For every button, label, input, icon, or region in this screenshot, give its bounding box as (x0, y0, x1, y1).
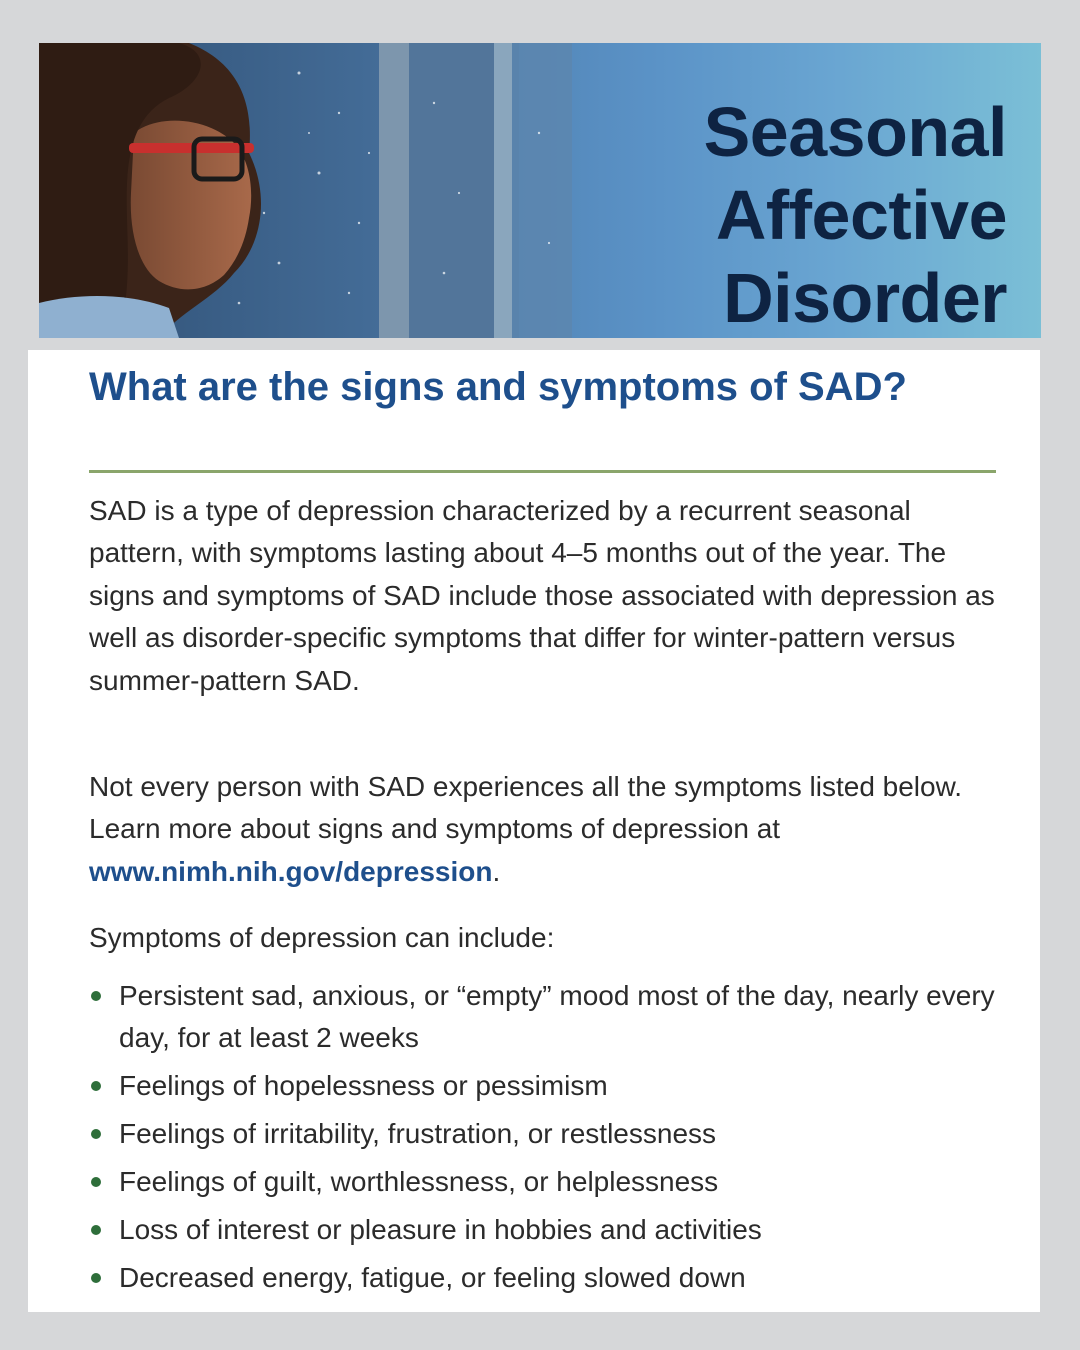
bullet-icon (91, 1273, 101, 1283)
list-item (89, 1113, 1019, 1155)
depression-link[interactable]: www.nimh.nih.gov/depression (89, 855, 493, 887)
banner-title-line: Seasonal (703, 93, 1007, 171)
bullet-icon (91, 1225, 101, 1235)
banner-title-line: Disorder (723, 259, 1007, 337)
list-item (89, 1065, 1019, 1107)
section-heading: What are the signs and symptoms of SAD? (89, 365, 907, 409)
symptom-list (89, 975, 1019, 1305)
symptom-text: Decreased energy, fatigue, or feeling slowed down (119, 1262, 746, 1294)
list-item (89, 975, 1019, 1060)
list-item (89, 1257, 1019, 1299)
intro-paragraph: SAD is a type of depression characterized by a recurrent seasonal pattern, with symptoms lasting about 4–5 months out of the year. The signs and symptoms of SAD include those associated with depression as well as disorder-specific symptoms that differ for winter-pattern versus summer-pattern SAD. (89, 495, 995, 696)
symptom-text: Persistent sad, anxious, or “empty” mood most of the day, nearly every day, for at least 2 weeks (119, 980, 995, 1054)
content-card (28, 350, 1040, 1312)
banner-title (704, 91, 1007, 338)
list-intro: Symptoms of depression can include: (89, 922, 555, 953)
bullet-icon (91, 1081, 101, 1091)
symptom-text: Feelings of hopelessness or pessimism (119, 1070, 608, 1102)
banner-title-line: Affective (715, 176, 1007, 254)
note-text: Not every person with SAD experiences all the symptoms listed below. Learn more about signs and symptoms of depression at (89, 771, 963, 845)
bullet-icon (91, 1129, 101, 1139)
note-end: . (492, 855, 501, 887)
list-item (89, 1161, 1019, 1203)
list-item (89, 1209, 1019, 1251)
header-banner (39, 43, 1041, 338)
symptom-text: Loss of interest or pleasure in hobbies and activities (119, 1214, 762, 1246)
symptom-text: Feelings of irritability, frustration, or restlessness (119, 1118, 717, 1150)
bullet-icon (91, 991, 101, 1001)
bullet-icon (91, 1177, 101, 1187)
symptom-text: Feelings of guilt, worthlessness, or helplessness (119, 1166, 719, 1198)
note-paragraph (89, 766, 999, 893)
heading-divider (89, 470, 996, 473)
